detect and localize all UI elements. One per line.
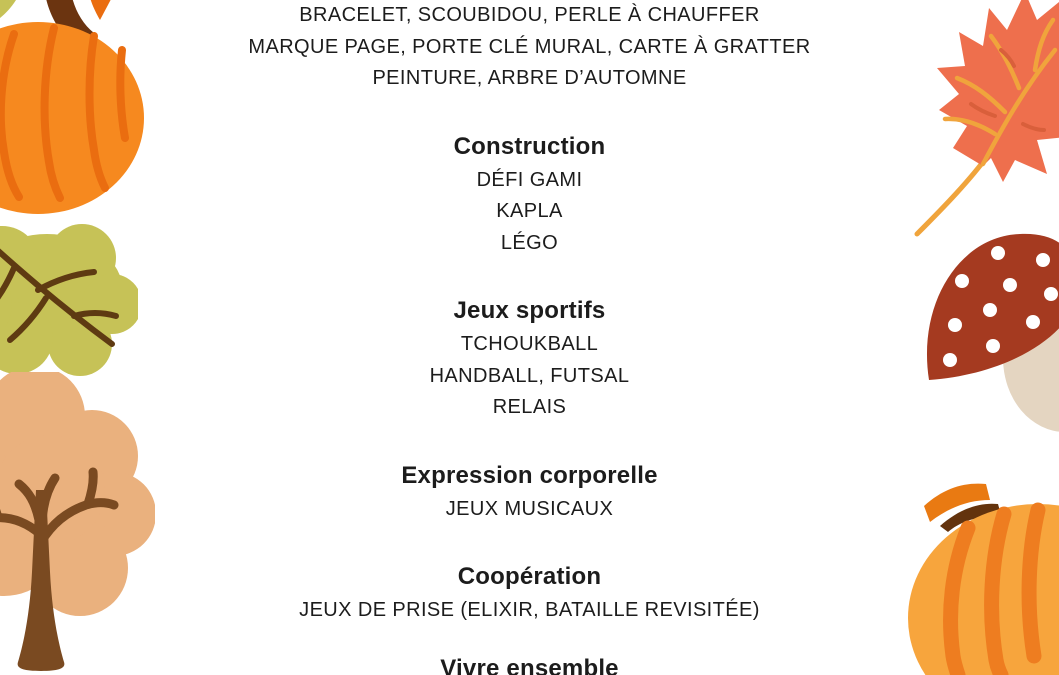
activity-line: PEINTURE, ARBRE D’AUTOMNE [372, 67, 687, 89]
section-heading: Jeux sportifs [453, 297, 606, 324]
activity-section-construction [0, 129, 1059, 260]
activity-line: MARQUE PAGE, PORTE CLÉ MURAL, CARTE À GRATTER [248, 35, 811, 58]
activity-line: LÉGO [500, 231, 559, 254]
activity-section-sports [0, 293, 1059, 424]
activity-section-expression [0, 458, 1059, 526]
section-heading: Expression corporelle [401, 461, 658, 489]
activity-section-cooperation [0, 559, 1059, 627]
activity-line: DÉFI GAMI [476, 168, 583, 191]
activity-line: TCHOUKBALL [460, 333, 599, 355]
section-heading: Vivre ensemble [440, 654, 619, 675]
activity-section-vivre-ensemble [0, 651, 1059, 675]
activity-line: HANDBALL, FUTSAL [429, 364, 630, 387]
activity-line: RELAIS [492, 396, 567, 418]
section-heading: Coopération [457, 563, 602, 590]
section-heading: Construction [453, 132, 606, 160]
activity-line: KAPLA [496, 200, 563, 222]
activity-line: BRACELET, SCOUBIDOU, PERLE À CHAUFFER [299, 4, 760, 26]
activity-line: JEUX DE PRISE (ELIXIR, BATAILLE REVISITÉE) [299, 599, 760, 621]
activity-section-manual [0, 0, 1059, 95]
activity-line: JEUX MUSICAUX [445, 497, 614, 520]
